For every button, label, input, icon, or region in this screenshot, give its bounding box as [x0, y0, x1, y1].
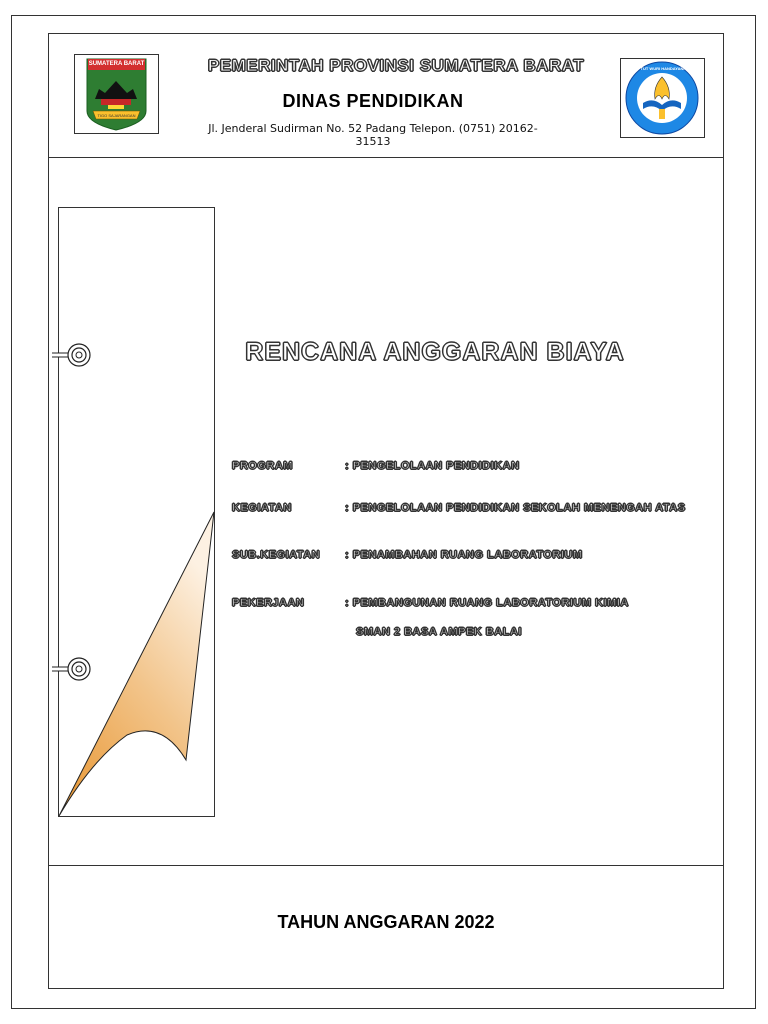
- emblem-ribbon-text: TIGO SAJARANGAN: [97, 113, 136, 118]
- sumatera-barat-logo: [74, 54, 159, 134]
- emblem-top-text: SUMATERA BARAT: [88, 61, 145, 67]
- subkegiatan-label: SUB.KEGIATAN: [232, 549, 321, 561]
- pekerjaan-value: : PEMBANGUNAN RUANG LABORATORIUM KIMIA: [345, 597, 629, 609]
- program-value: : PENGELOLAAN PENDIDIKAN: [345, 460, 520, 472]
- pekerjaan-label: PEKERJAAN: [232, 597, 305, 609]
- page-curl-decoration: [52, 200, 222, 825]
- school-name: SMAN 2 BASA AMPEK BALAI: [356, 626, 522, 638]
- subkegiatan-value: : PENAMBAHAN RUANG LABORATORIUM: [345, 549, 583, 561]
- government-title: PEMERINTAH PROVINSI SUMATERA BARAT: [207, 56, 585, 75]
- document-title: RENCANA ANGGARAN BIAYA: [245, 338, 625, 366]
- office-address: Jl. Jenderal Sudirman No. 52 Padang Telepon. (0751) 20162-31513: [208, 122, 538, 148]
- department-title: DINAS PENDIDIKAN: [282, 91, 464, 111]
- program-label: PROGRAM: [232, 460, 293, 472]
- budget-year: TAHUN ANGGARAN 2022: [277, 912, 495, 932]
- binder-ring-top-icon: [52, 342, 96, 370]
- binder-ring-bottom-icon: [52, 656, 96, 684]
- header-divider: [48, 157, 724, 158]
- kegiatan-value: : PENGELOLAAN PENDIDIKAN SEKOLAH MENENGAH ATAS: [345, 502, 686, 514]
- logo-ring-text: TUT WURI HANDAYANI: [640, 66, 685, 71]
- kegiatan-label: KEGIATAN: [232, 502, 292, 514]
- tut-wuri-handayani-logo: [620, 58, 705, 138]
- footer-divider: [48, 865, 724, 866]
